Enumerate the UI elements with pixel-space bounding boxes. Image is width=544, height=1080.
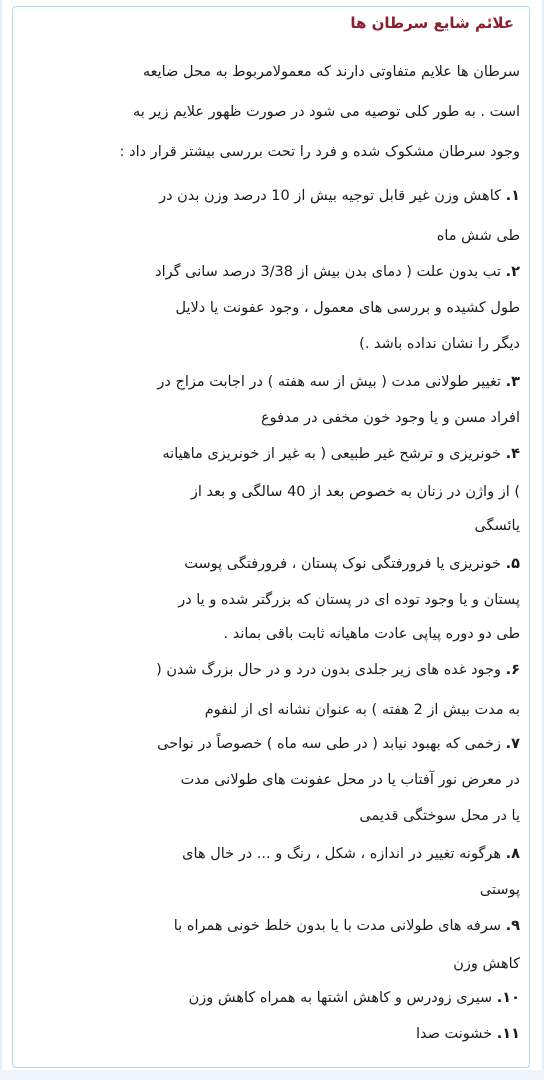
item-continuation: به مدت بیش از 2 هفته ) به عنوان نشانه ای از لنفوم	[204, 702, 520, 718]
item-continuation: یا در محل سوختگی قدیمی	[359, 808, 520, 824]
list-item-10	[22, 990, 520, 1006]
item-number: ۶.	[505, 662, 520, 678]
item-text: تب بدون علت ( دمای بدن بیش از 3/38 درصد سانی گراد	[155, 264, 502, 280]
list-item-1	[22, 188, 520, 204]
list-item-5	[22, 556, 520, 572]
intro-line: است . به طور کلی توصیه می شود در صورت ظهور علایم زیر به	[133, 104, 520, 120]
item-continuation: دیگر را نشان نداده باشد .)	[359, 336, 520, 352]
list-item-2	[22, 264, 520, 280]
item-continuation: پستان و یا وجود توده ای در پستان که بزرگتر شده و یا در	[178, 592, 520, 608]
item-number: ۱۱.	[496, 1026, 520, 1042]
list-item-8	[22, 846, 520, 862]
item-text: وجود غده های زیر جلدی بدون درد و در حال بزرگ شدن (	[156, 662, 502, 678]
list-item-6	[22, 662, 520, 678]
list-item-11	[22, 1026, 520, 1042]
item-continuation: در معرض نور آفتاب یا در محل عفونت های طولانی مدت	[180, 772, 520, 788]
item-number: ۹.	[505, 918, 520, 934]
page-title: علائم شایع سرطان ها	[350, 14, 514, 32]
intro-line: وجود سرطان مشکوک شده و فرد را تحت بررسی بیشتر قرار داد :	[119, 144, 520, 160]
item-text: تغییر طولانی مدت ( بیش از سه هفته ) در اجابت مزاج در	[157, 374, 502, 390]
item-number: ۸.	[505, 846, 520, 862]
item-text: خونریزی و ترشح غیر طبیعی ( به غیر از خونریزی ماهیانه	[162, 446, 502, 462]
item-text: خشونت صدا	[415, 1026, 493, 1042]
item-number: ۱.	[505, 188, 520, 204]
item-number: ۵.	[505, 556, 520, 572]
item-continuation: ) از واژن در زنان به خصوص بعد از 40 سالگی و بعد از	[190, 484, 520, 500]
bottom-strip	[0, 1070, 544, 1080]
list-item-4	[22, 446, 520, 462]
item-text: کاهش وزن غیر قابل توجیه بیش از 10 درصد وزن بدن در	[159, 188, 502, 204]
list-item-3	[22, 374, 520, 390]
item-text: هرگونه تغییر در اندازه ، شکل ، رنگ و ... در خال های	[182, 846, 502, 862]
item-number: ۲.	[505, 264, 520, 280]
item-number: ۷.	[505, 736, 520, 752]
list-item-9	[22, 918, 520, 934]
item-continuation: کاهش وزن	[453, 956, 520, 972]
intro-line: سرطان ها علایم متفاوتی دارند که معمولامربوط به محل ضایعه	[142, 64, 520, 80]
item-text: خونریزی یا فرورفتگی نوک پستان ، فرورفتگی پوست	[184, 556, 502, 572]
item-number: ۳.	[505, 374, 520, 390]
item-continuation: پوستی	[479, 882, 520, 898]
item-continuation: طی شش ماه	[436, 228, 520, 244]
item-continuation: طول کشیده و بررسی های معمول ، وجود عفونت یا دلایل	[175, 300, 520, 316]
item-number: ۱۰.	[496, 990, 520, 1006]
item-text: سیری زودرس و کاهش اشتها به همراه کاهش وزن	[188, 990, 493, 1006]
item-continuation: طی دو دوره پیاپی عادت ماهیانه ثابت باقی بماند .	[223, 626, 520, 642]
item-text: سرفه های طولانی مدت با یا بدون خلط خونی همراه با	[173, 918, 502, 934]
list-item-7	[22, 736, 520, 752]
item-number: ۴.	[505, 446, 520, 462]
item-text: زخمی که بهبود نیابد ( در طی سه ماه ) خصوصاً در نواحی	[157, 736, 502, 752]
content-card	[12, 6, 530, 1068]
item-continuation: یائسگی	[474, 518, 520, 534]
item-continuation: افراد مسن و یا وجود خون مخفی در مدفوع	[261, 410, 520, 426]
